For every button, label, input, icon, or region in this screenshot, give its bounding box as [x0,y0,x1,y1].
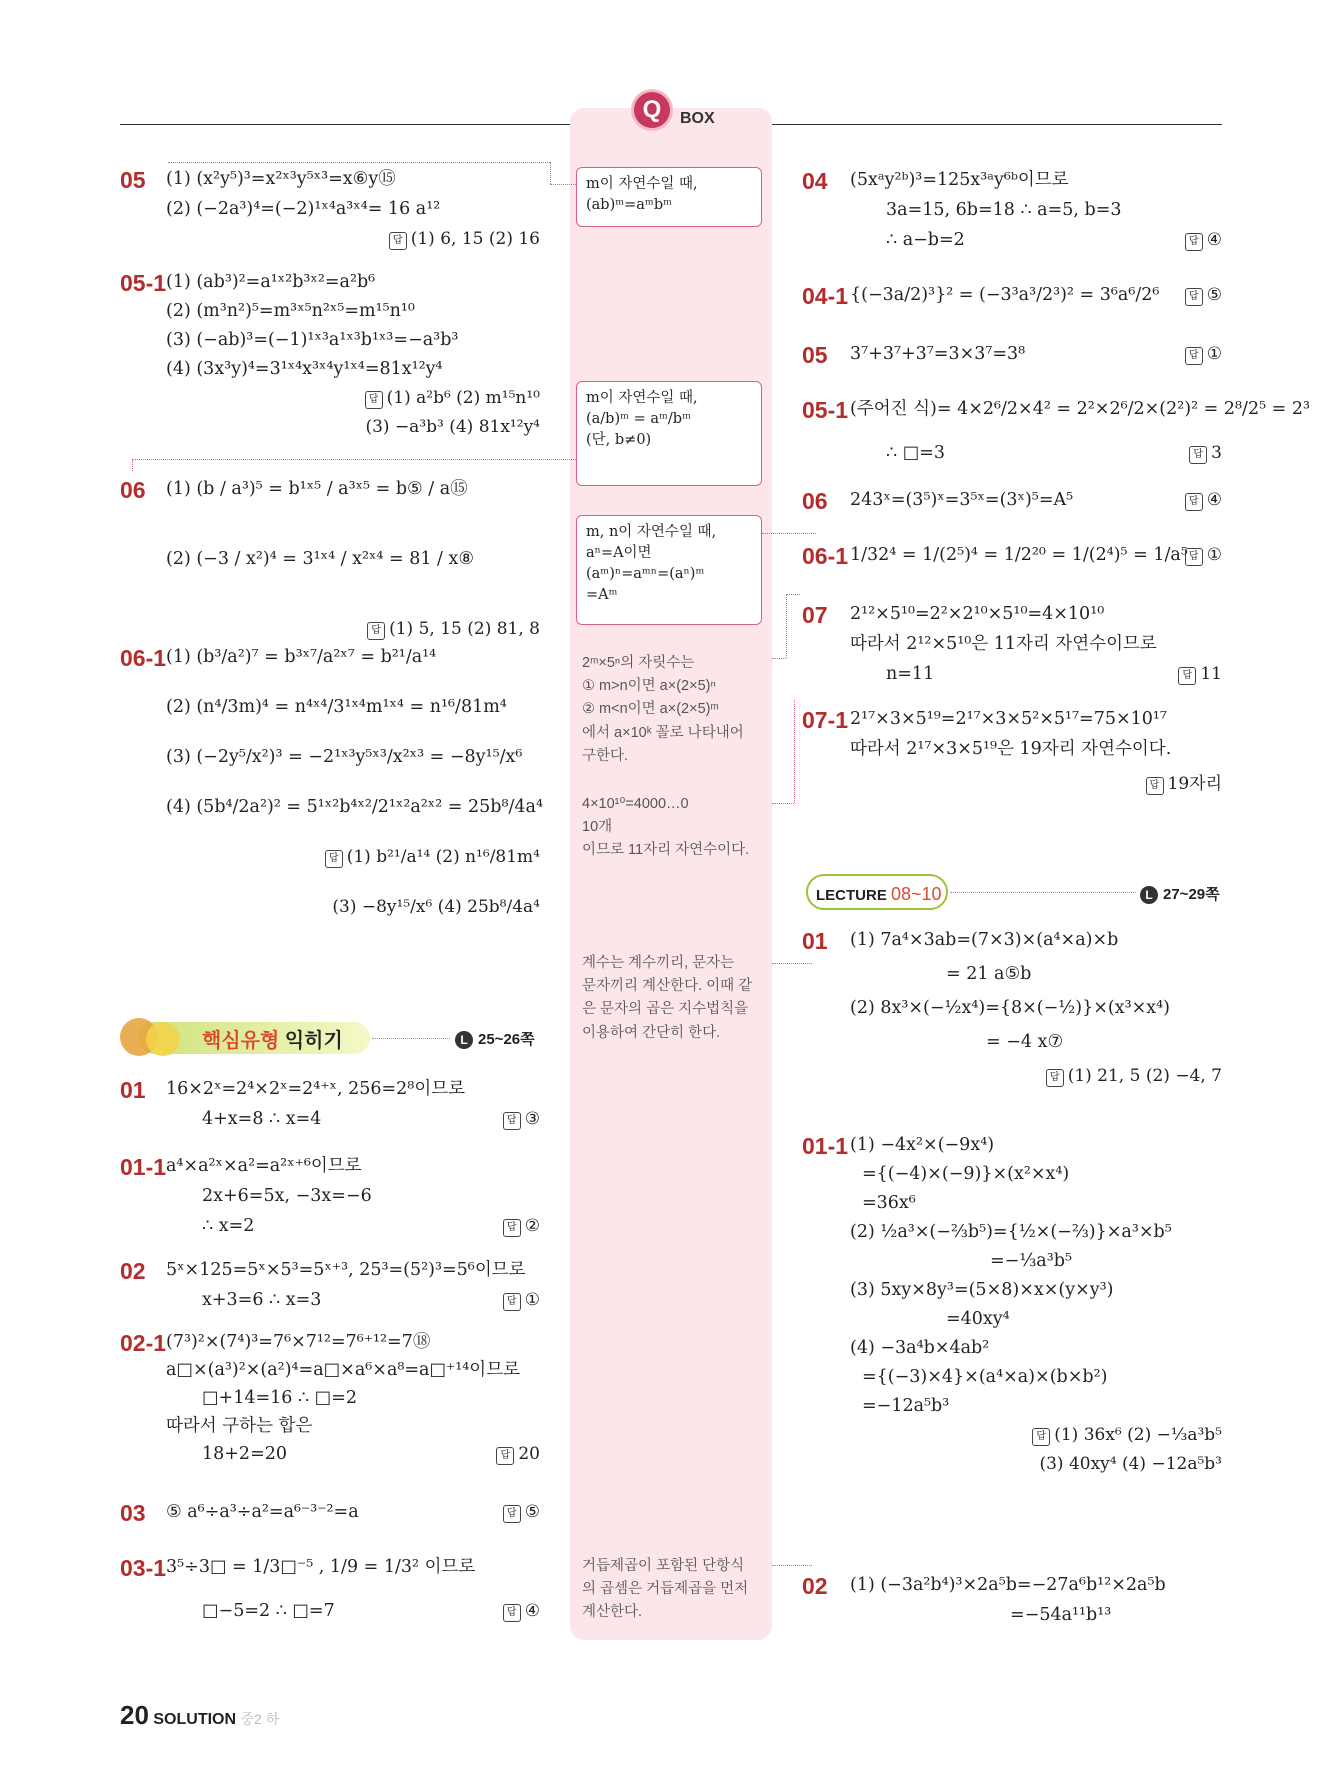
answer-text: ① [1206,545,1222,565]
connector-05 [168,162,550,163]
top-rule-right [772,124,1222,125]
connector-r06 [762,533,816,534]
solution-line: (2) (−3 / x²)⁴ = 3¹ˣ⁴ / x²ˣ⁴ = 81 / x⑧ [166,549,475,569]
solution-line: 18+2=20 [202,1444,287,1464]
solution-line: 따라서 2¹²×5¹⁰은 11자리 자연수이므로 [850,634,1157,654]
solution-line: a⁴×a²ˣ×a²=a²ˣ⁺⁶이므로 [166,1156,362,1176]
answer [367,619,540,640]
answer [389,229,540,250]
answer-icon: 답 [365,391,383,409]
answer-icon: 답 [367,622,385,640]
solution-line: 4+x=8 ∴ x=4 [202,1109,322,1129]
solution-line: =−⅓a³b⁵ [990,1251,1072,1271]
problem-number: 01 [120,1077,146,1103]
solution-line: {(−3a/2)³}² = (−3³a³/2³)² = 3⁶a⁶/2⁶ [850,285,1160,305]
solution-line: 3⁷+3⁷+3⁷=3×3⁷=3⁸ [850,344,1026,364]
solution-line: (1) (ab³)²=a¹ˣ²b³ˣ²=a²b⁶ [166,272,376,292]
answer-text: (1) a²b⁶ (2) m¹⁵n¹⁰ [386,388,540,408]
connector-06 [132,459,576,460]
solution-line: (4) (5b⁴/2a²)² = 5¹ˣ²b⁴ˣ²/2¹ˣ²a²ˣ² = 25b⁸/4a⁴ [166,797,543,817]
lecture-dotted-line [950,892,1136,893]
solution-line: 2¹⁷×3×5¹⁹=2¹⁷×3×5²×5¹⁷=75×10¹⁷ [850,709,1167,729]
answer-text: ④ [1206,490,1222,510]
answer [1185,285,1222,306]
answer-icon: 답 [1146,777,1164,795]
solution-line: ∴ a−b=2 [886,230,965,250]
answer [1032,1425,1222,1446]
problem-number: 01-1 [802,1133,849,1159]
solution-line: □−5=2 ∴ □=7 [202,1601,335,1621]
qbox-note-2: m이 자연수일 때, (a/b)ᵐ = aᵐ/bᵐ (단, b≠0) [576,381,762,486]
qbox-note-1: m이 자연수일 때, (ab)ᵐ=aᵐbᵐ [576,167,762,227]
answer [1185,230,1222,251]
answer-text: ④ [1206,230,1222,250]
solution-line: (4) (3x³y)⁴=3¹ˣ⁴x³ˣ⁴y¹ˣ⁴=81x¹²y⁴ [166,359,443,379]
answer-icon: 답 [1178,667,1196,685]
answer-icon: 답 [503,1604,521,1622]
solution-line: =40xy⁴ [946,1309,1010,1329]
solution-line: x+3=6 ∴ x=3 [202,1290,322,1310]
solution-line: =−12a⁵b³ [862,1396,950,1416]
solution-line: (1) −4x²×(−9x⁴) [850,1135,995,1155]
solution-line: (3) (−ab)³=(−1)¹ˣ³a¹ˣ³b¹ˣ³=−a³b³ [166,330,459,350]
answer [503,1502,540,1523]
solution-line: ∴ □=3 [886,443,946,463]
solution-line: (1) (b³/a²)⁷ = b³ˣ⁷/a²ˣ⁷ = b²¹/a¹⁴ [166,647,437,667]
answer-text: 3 [1211,443,1222,463]
solution-line: (2) (n⁴/3m)⁴ = n⁴ˣ⁴/3¹ˣ⁴m¹ˣ⁴ = n¹⁶/81m⁴ [166,697,507,717]
solution-line: (4) −3a⁴b×4ab² [850,1338,990,1358]
problem-number: 02-1 [120,1330,167,1356]
problem-number: 02 [802,1573,828,1599]
answer-icon: 답 [503,1505,521,1523]
connector-05-h2 [550,184,576,185]
connector-r07-h [786,594,800,595]
solution-line: 따라서 2¹⁷×3×5¹⁹은 19자리 자연수이다. [850,739,1172,759]
problem-number: 06-1 [802,543,849,569]
answer [1185,344,1222,365]
answer-icon: 답 [503,1219,521,1237]
answer-icon: 답 [1185,493,1203,511]
problem-number: 01-1 [120,1154,167,1180]
answer [503,1109,540,1130]
solution-line: 3a=15, 6b=18 ∴ a=5, b=3 [886,200,1122,220]
connector-r07 [772,658,786,659]
solution-line: n=11 [886,664,935,684]
solution-line: (2) 8x³×(−½x⁴)={8×(−½)}×(x³×x⁴) [850,998,1170,1018]
solution-line: (1) (x²y⁵)³=x²ˣ³y⁵ˣ³=x⑥y⑮ [166,169,396,189]
lecture-page-ref: L 27~29쪽 [1140,883,1220,904]
solution-line: (1) (b / a³)⁵ = b¹ˣ⁵ / a³ˣ⁵ = b⑤ / a⑮ [166,479,468,499]
problem-number: 06-1 [120,645,167,671]
answer-text: ⑤ [1206,285,1222,305]
core-section-header [120,1018,370,1058]
answer [325,847,540,868]
connector-r071-v [794,700,795,803]
answer-icon: 답 [1046,1069,1064,1087]
page-footer [120,1700,279,1731]
solution-line: (3) (−2y⁵/x²)³ = −2¹ˣ³y⁵ˣ³/x²ˣ³ = −8y¹⁵/x⁶ [166,747,523,767]
core-title: 핵심유형 익히기 [202,1030,343,1052]
solution-line: ∴ x=2 [202,1216,255,1236]
solution-line: 1/32⁴ = 1/(2⁵)⁴ = 1/2²⁰ = 1/(2⁴)⁵ = 1/a⁵ [850,545,1188,565]
solution-line: ={(−3)×4}×(a⁴×a)×(b×b²) [862,1367,1108,1387]
solution-line: = 21 a⑤b [946,964,1032,984]
answer [1178,664,1222,685]
solution-line: (주어진 식)= 4×2⁶/2×4² = 2²×2⁶/2×(2²)² = 2⁸/2⁵ = 2³ [850,399,1311,419]
qbox-label: BOX [680,110,715,127]
solution-line: 2¹²×5¹⁰=2²×2¹⁰×5¹⁰=4×10¹⁰ [850,604,1105,624]
solution-line: (2) (m³n²)⁵=m³ˣ⁵n²ˣ⁵=m¹⁵n¹⁰ [166,301,415,321]
answer-text: (1) 5, 15 (2) 81, 8 [389,619,540,639]
answer [1046,1066,1222,1087]
answer-icon: 답 [503,1112,521,1130]
solution-line: 16×2ˣ=2⁴×2ˣ=2⁴⁺ˣ, 256=2⁸이므로 [166,1079,466,1099]
answer-text: ③ [524,1109,540,1129]
connector-r071 [772,803,794,804]
problem-number: 03-1 [120,1555,167,1581]
qbox-text-4: 거듭제곱이 포함된 단항식 의 곱셈은 거듭제곱을 먼저 계산한다. [582,1558,749,1621]
qbox-badge: Q [634,92,670,128]
answer-icon: 답 [1189,446,1207,464]
solution-line: a□×(a³)²×(a²)⁴=a□×a⁶×a⁸=a□⁺¹⁴이므로 [166,1360,520,1380]
answer-text: 11 [1200,664,1222,684]
answer [1146,769,1222,795]
answer-icon: 답 [1032,1428,1050,1446]
problem-number: 05 [802,342,828,368]
problem-number: 01 [802,928,828,954]
problem-number: 05 [120,167,146,193]
solution-line: □+14=16 ∴ □=2 [202,1388,357,1408]
core-page-ref: L 25~26쪽 [455,1028,535,1049]
answer [503,1290,540,1311]
solution-line: ⑤ a⁶÷a³÷a²=a⁶⁻³⁻²=a [166,1502,359,1522]
answer-icon: 답 [1185,347,1203,365]
answer-text-2: (3) 40xy⁴ (4) −12a⁵b³ [1039,1454,1222,1474]
answer [1185,490,1222,511]
answer-icon: 답 [1185,288,1203,306]
solution-line: ={(−4)×(−9)}×(x²×x⁴) [862,1164,1070,1184]
answer-icon: 답 [325,850,343,868]
solution-line: (1) (−3a²b⁴)³×2a⁵b=−27a⁶b¹²×2a⁵b [850,1575,1166,1595]
solution-line: =−54a¹¹b¹³ [1010,1605,1112,1625]
solution-line: (2) (−2a³)⁴=(−2)¹ˣ⁴a³ˣ⁴= 16 a¹² [166,199,441,219]
solution-line: 5ˣ×125=5ˣ×5³=5ˣ⁺³, 25³=(5²)³=5⁶이므로 [166,1260,526,1280]
qbox-text-2: 4×10¹⁰=4000…0 10개 이므로 11자리 자연수이다. [582,796,750,859]
core-circle-2 [146,1022,180,1056]
answer-text: ② [524,1216,540,1236]
answer-text: 19자리 [1167,774,1222,794]
qbox-text-3: 계수는 계수끼리, 문자는 문자끼리 계산한다. 이때 같 은 문자의 곱은 지수법칙을 이용하여 간단히 한다. [582,955,753,1041]
answer [496,1444,540,1465]
answer [503,1601,540,1622]
solution-line: (1) 7a⁴×3ab=(7×3)×(a⁴×a)×b [850,930,1119,950]
problem-number: 06 [802,488,828,514]
solution-line: 따라서 구하는 합은 [166,1416,313,1436]
problem-number: 05-1 [802,397,849,423]
core-dotted-line [372,1038,450,1039]
answer-icon: 답 [496,1447,514,1465]
answer-icon: 답 [1185,233,1203,251]
answer-text: (1) 36x⁶ (2) −⅓a³b⁵ [1054,1425,1222,1445]
solution-line: (2) ½a³×(−⅔b⁵)={½×(−⅔)}×a³×b⁵ [850,1222,1172,1242]
connector-r01 [772,963,812,964]
solution-line: 2x+6=5x, −3x=−6 [202,1186,372,1206]
qbox-column [570,108,772,1640]
answer [1189,443,1222,464]
answer-icon: 답 [503,1293,521,1311]
answer-text: ① [1206,344,1222,364]
page-number: 20 [120,1700,149,1730]
problem-number: 04 [802,168,828,194]
answer-text: 20 [518,1444,540,1464]
answer-text: (1) b²¹/a¹⁴ (2) n¹⁶/81m⁴ [346,847,540,867]
problem-number: 05-1 [120,270,167,296]
top-rule-left [120,124,570,125]
problem-number: 03 [120,1500,146,1526]
answer [365,388,540,409]
qbox-text-1: 2ᵐ×5ⁿ의 자릿수는 ① m>n이면 a×(2×5)ⁿ ② m<n이면 a×(2×5)ᵐ 에서 a×10ᵏ 꼴로 나타내어 구한다. [582,655,744,764]
answer-text: (1) 6, 15 (2) 16 [410,229,540,249]
solution-line: = −4 x⑦ [986,1032,1064,1052]
answer-text-2: (3) −8y¹⁵/x⁶ (4) 25b⁸/4a⁴ [332,897,540,917]
solution-line: 243ˣ=(3⁵)ˣ=3⁵ˣ=(3ˣ)⁵=A⁵ [850,490,1074,510]
qbox-note-3: m, n이 자연수일 때, aⁿ=A이면 (aᵐ)ⁿ=aᵐⁿ=(aⁿ)ᵐ =Aᵐ [576,515,762,625]
problem-number: 07 [802,602,828,628]
footer-label: SOLUTION [153,1711,237,1728]
answer-icon: 답 [1185,548,1203,566]
problem-number: 06 [120,477,146,503]
problem-number: 02 [120,1258,146,1284]
answer-text: ① [524,1290,540,1310]
connector-06-v [132,459,133,471]
connector-r07-v [786,594,787,658]
answer [503,1216,540,1237]
solution-line: (7³)²×(7⁴)³=7⁶×7¹²=7⁶⁺¹²=7⑱ [166,1332,431,1352]
answer-text: ④ [524,1601,540,1621]
solution-line: =36x⁶ [862,1193,916,1213]
solution-line: 3⁵÷3□ = 1/3□⁻⁵ , 1/9 = 1/3² 이므로 [166,1557,476,1577]
connector-r02 [772,1565,812,1566]
answer [1185,545,1222,566]
answer-text-2: (3) −a³b³ (4) 81x¹²y⁴ [365,417,540,437]
connector-05-v [550,162,551,184]
answer-icon: 답 [389,232,407,250]
lecture-pill: LECTURE 08~10 [806,874,948,910]
footer-tail: 중2 하 [240,1711,280,1727]
solution-line: (3) 5xy×8y³=(5×8)×x×(y×y³) [850,1280,1114,1300]
answer-text: (1) 21, 5 (2) −4, 7 [1067,1066,1222,1086]
solution-line: (5xᵃy²ᵇ)³=125x³ᵃy⁶ᵇ이므로 [850,170,1069,190]
answer-text: ⑤ [524,1502,540,1522]
problem-number: 07-1 [802,707,849,733]
problem-number: 04-1 [802,283,849,309]
